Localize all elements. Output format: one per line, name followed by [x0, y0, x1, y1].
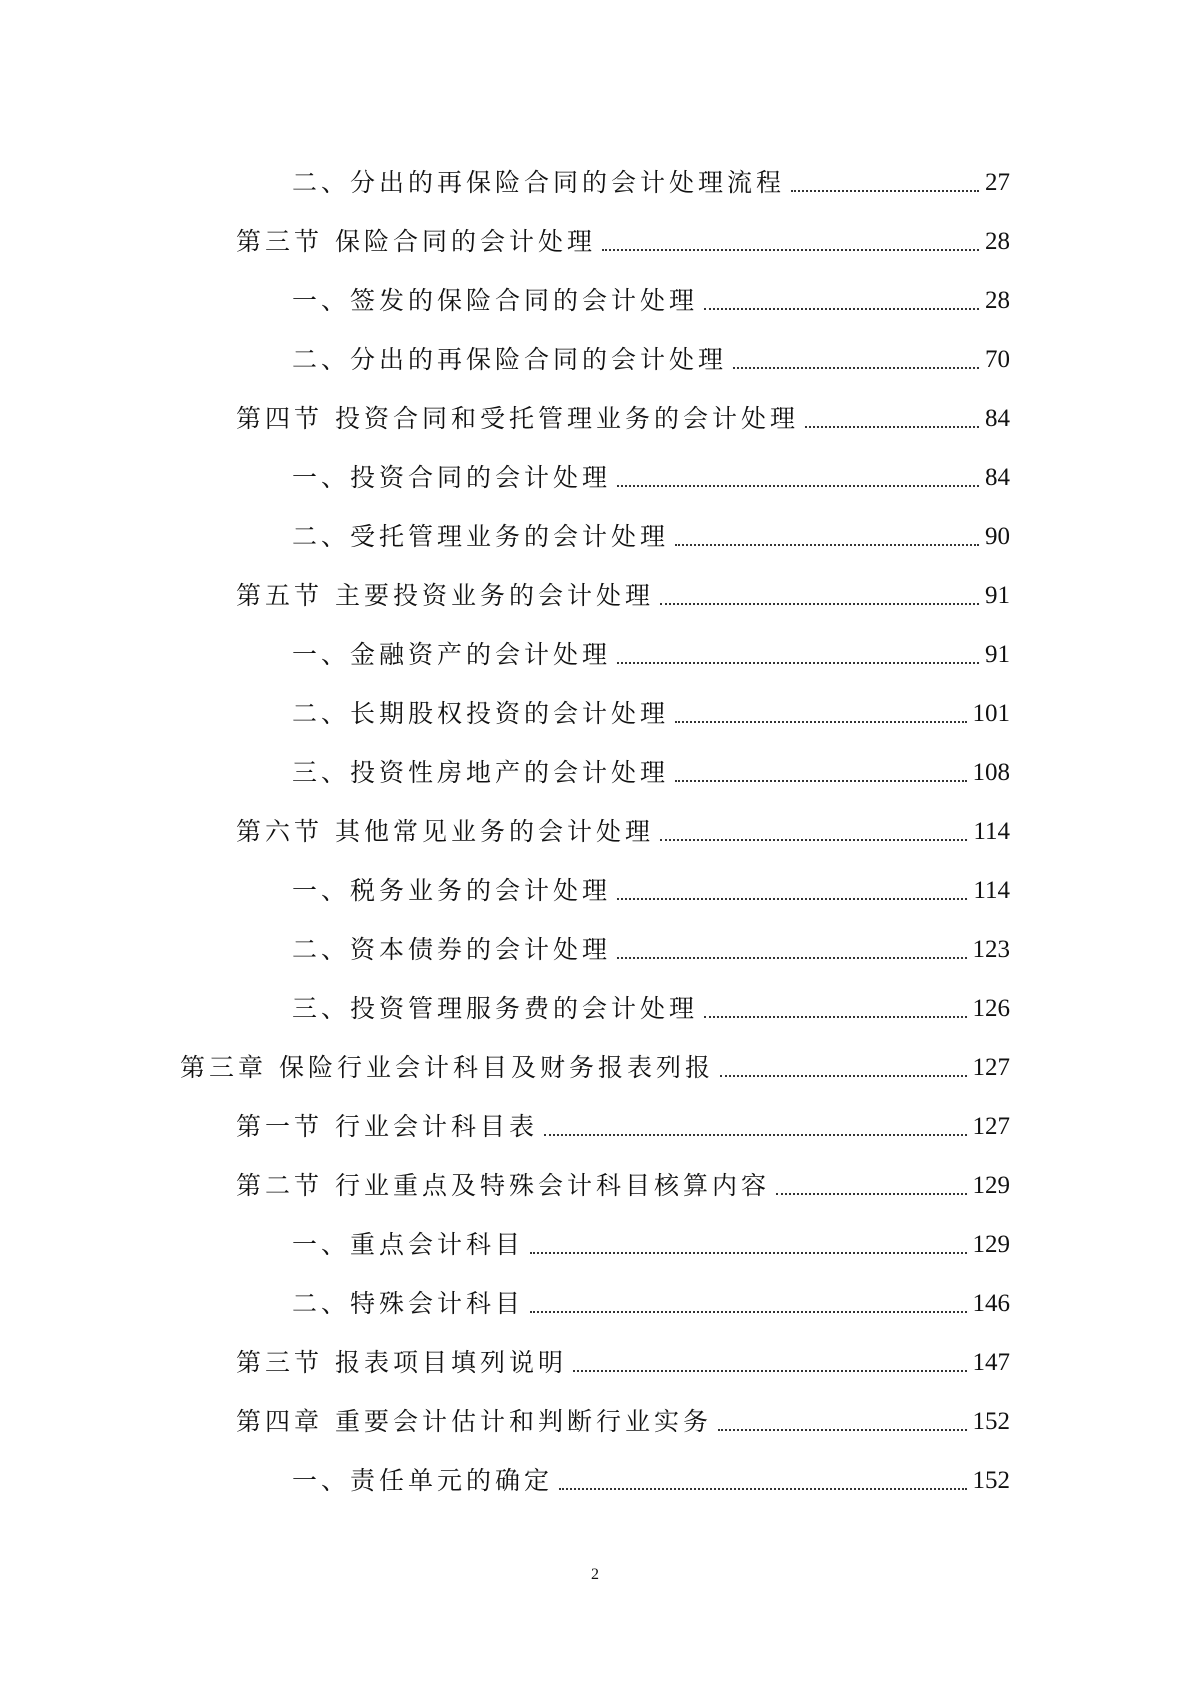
toc-dot-leader: [660, 839, 967, 841]
toc-entry-title: 二、分出的再保险合同的会计处理流程: [292, 168, 786, 197]
toc-entry: [292, 750, 1010, 790]
toc-dot-leader: [544, 1134, 967, 1136]
toc-entry: [292, 1458, 1010, 1498]
toc-dot-leader: [805, 426, 979, 428]
toc-entry: [292, 514, 1010, 554]
toc-entry-title: 一、税务业务的会计处理: [292, 876, 612, 905]
toc-entry: [180, 1045, 1010, 1085]
toc-entry-title: 二、资本债券的会计处理: [292, 935, 612, 964]
toc-entry-title: 一、责任单元的确定: [292, 1466, 554, 1495]
toc-entry: [292, 927, 1010, 967]
toc-dot-leader: [617, 898, 967, 900]
toc-dot-leader: [675, 780, 966, 782]
toc-entry: [236, 809, 1010, 849]
toc-entry-title: 第五节 主要投资业务的会计处理: [236, 581, 654, 610]
toc-entry: [292, 1222, 1010, 1262]
toc-entry-page: 101: [972, 700, 1010, 727]
toc-entry: [236, 1104, 1010, 1144]
toc-entry: [292, 160, 1010, 200]
toc-entry-page: 70: [985, 346, 1010, 373]
toc-entry: [236, 219, 1010, 259]
toc-dot-leader: [530, 1311, 966, 1313]
toc-entry: [236, 396, 1010, 436]
toc-entry-page: 126: [972, 995, 1010, 1022]
toc-entry: [236, 1399, 1010, 1439]
toc-entry-page: 108: [972, 759, 1010, 786]
toc-entry: [236, 1163, 1010, 1203]
toc-dot-leader: [530, 1252, 966, 1254]
toc-entry-page: 28: [985, 228, 1010, 255]
toc-dot-leader: [675, 721, 966, 723]
toc-dot-leader: [617, 485, 979, 487]
toc-dot-leader: [617, 662, 979, 664]
toc-entry-page: 129: [972, 1231, 1010, 1258]
toc-entry-page: 146: [972, 1290, 1010, 1317]
toc-dot-leader: [704, 308, 979, 310]
toc-entry-title: 二、受托管理业务的会计处理: [292, 522, 670, 551]
toc-dot-leader: [617, 957, 966, 959]
toc-entry-page: 152: [972, 1467, 1010, 1494]
toc-entry: [236, 573, 1010, 613]
toc-entry: [236, 1340, 1010, 1380]
toc-dot-leader: [602, 249, 979, 251]
toc-dot-leader: [573, 1370, 967, 1372]
toc-entry: [292, 337, 1010, 377]
toc-dot-leader: [791, 190, 979, 192]
toc-entry: [292, 278, 1010, 318]
toc-entry-page: 91: [985, 641, 1010, 668]
toc-entry-title: 二、分出的再保险合同的会计处理: [292, 345, 728, 374]
toc-entry: [292, 691, 1010, 731]
toc-entry-page: 84: [985, 464, 1010, 491]
toc-entry-title: 第四章 重要会计估计和判断行业实务: [236, 1407, 712, 1436]
toc-entry-page: 152: [972, 1408, 1010, 1435]
toc-dot-leader: [675, 544, 979, 546]
toc-dot-leader: [718, 1429, 967, 1431]
toc-entry-title: 三、投资性房地产的会计处理: [292, 758, 670, 787]
toc-entry-title: 第四节 投资合同和受托管理业务的会计处理: [236, 404, 799, 433]
toc-entry-page: 114: [973, 877, 1010, 904]
toc-entry-title: 一、重点会计科目: [292, 1230, 525, 1259]
toc-entry-title: 二、长期股权投资的会计处理: [292, 699, 670, 728]
toc-dot-leader: [559, 1488, 966, 1490]
toc-dot-leader: [733, 367, 979, 369]
toc-entry-page: 129: [972, 1172, 1010, 1199]
toc-entry-page: 84: [985, 405, 1010, 432]
toc-entry-title: 二、特殊会计科目: [292, 1289, 525, 1318]
toc-entry: [292, 455, 1010, 495]
page-number: 2: [591, 1566, 599, 1583]
toc-entry-title: 第二节 行业重点及特殊会计科目核算内容: [236, 1171, 770, 1200]
toc-entry: [292, 632, 1010, 672]
toc-entry-title: 第一节 行业会计科目表: [236, 1112, 538, 1141]
toc-entry-page: 91: [985, 582, 1010, 609]
toc-entry-page: 28: [985, 287, 1010, 314]
toc-entry-page: 127: [972, 1054, 1010, 1081]
toc-entry-title: 一、投资合同的会计处理: [292, 463, 612, 492]
toc-entry-title: 第三节 保险合同的会计处理: [236, 227, 596, 256]
toc-entry-title: 一、签发的保险合同的会计处理: [292, 286, 699, 315]
toc-entry-page: 114: [973, 818, 1010, 845]
toc-entry-page: 127: [972, 1113, 1010, 1140]
toc-entry: [292, 868, 1010, 908]
toc-entry-page: 123: [972, 936, 1010, 963]
toc-entry-title: 一、金融资产的会计处理: [292, 640, 612, 669]
toc-entry-title: 第三章 保险行业会计科目及财务报表列报: [180, 1053, 714, 1082]
toc-entry-page: 27: [985, 169, 1010, 196]
toc-dot-leader: [704, 1016, 966, 1018]
toc-dot-leader: [776, 1193, 967, 1195]
toc-entry-title: 第六节 其他常见业务的会计处理: [236, 817, 654, 846]
toc-entry-page: 147: [972, 1349, 1010, 1376]
toc-dot-leader: [660, 603, 979, 605]
toc-entry: [292, 986, 1010, 1026]
toc-entry-title: 第三节 报表项目填列说明: [236, 1348, 567, 1377]
toc-dot-leader: [720, 1075, 967, 1077]
toc-entry-title: 三、投资管理服务费的会计处理: [292, 994, 699, 1023]
toc-entry-page: 90: [985, 523, 1010, 550]
toc-entry: [292, 1281, 1010, 1321]
